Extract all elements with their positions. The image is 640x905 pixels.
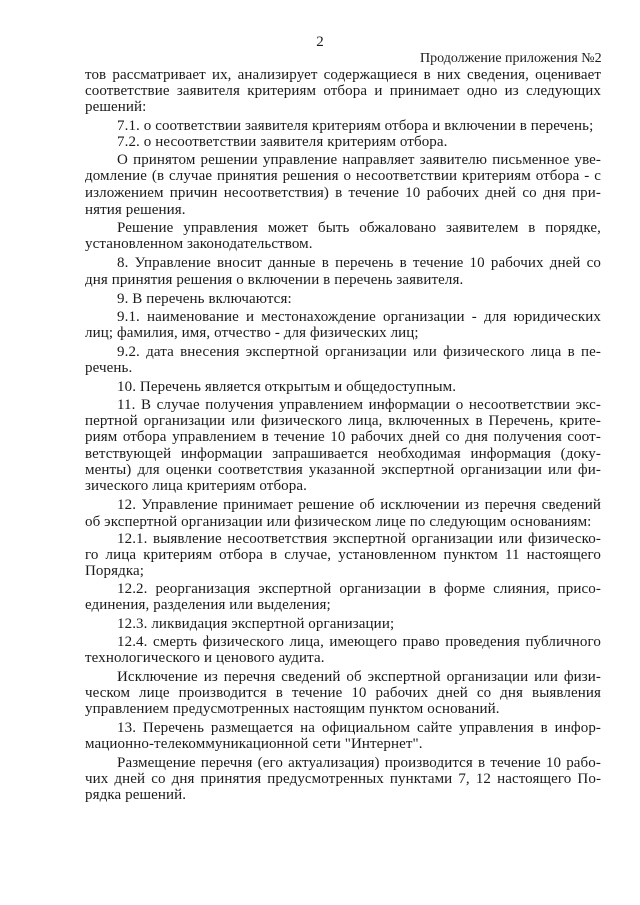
text-line: соответствие заявителя критериям отбора и принимает одно из следующих: [85, 83, 602, 99]
text-line: об экспертной организации или физическом лице по следующим основаниям:: [85, 514, 592, 530]
text-line: менты) для оценки соответствия указанной экспертной организации или фи-: [85, 462, 601, 478]
text-line: Размещение перечня (его актуализация) производится в течение 10 рабо-: [117, 755, 601, 771]
text-line: установленном законодательством.: [85, 236, 313, 252]
text-line: 9.1. наименование и местонахождение организации - для юридических: [117, 309, 602, 325]
text-line: мационно-телекоммуникационной сети "Интернет".: [85, 736, 423, 752]
text-line: го лица критериям отбора в случае, установленном пунктом 11 настоящего: [85, 547, 601, 563]
text-line: 12. Управление принимает решение об исключении из перечня сведений: [117, 497, 601, 513]
text-line: изложением причин несоответствия) в течение 10 рабочих дней со дня при-: [85, 185, 601, 201]
text-line: 9. В перечень включаются:: [117, 291, 292, 307]
text-line: 12.1. выявление несоответствия экспертной организации или физическо-: [117, 531, 601, 547]
text-line: Решение управления может быть обжаловано заявителем в порядке,: [117, 220, 601, 236]
text-line: ческом лице производится в течение 10 рабочих дней со дня выявления: [85, 685, 601, 701]
text-line: 12.2. реорганизация экспертной организации в форме слияния, присо-: [117, 581, 601, 597]
text-line: технологического и ценового аудита.: [85, 650, 325, 666]
page-number: 2: [316, 34, 324, 50]
text-line: управлением предусмотренных настоящим пунктом оснований.: [85, 701, 500, 717]
text-line: зического лица критериям отбора.: [85, 478, 307, 494]
appendix-continuation-label: Продолжение приложения №2: [420, 51, 602, 66]
text-line: решений:: [85, 99, 147, 115]
text-line: чих дней со дня принятия предусмотренных пунктами 7, 12 настоящего По-: [85, 771, 602, 787]
text-line: 11. В случае получения управлением информации о несоответствии экс-: [117, 397, 601, 413]
text-line: 12.4. смерть физического лица, имеющего право проведения публичного: [117, 634, 601, 650]
text-line: 9.2. дата внесения экспертной организации или физического лица в пе-: [117, 344, 602, 360]
text-line: тов рассматривает их, анализирует содержащиеся в них сведения, оценивает: [85, 67, 602, 83]
text-line: 7.1. о соответствии заявителя критериям отбора и включении в перечень;: [117, 118, 594, 134]
text-line: лиц; фамилия, имя, отчество - для физических лиц;: [85, 325, 419, 341]
text-line: О принятом решении управление направляет заявителю письменное уве-: [117, 152, 602, 168]
text-line: 8. Управление вносит данные в перечень в течение 10 рабочих дней со: [117, 255, 601, 271]
text-line: 10. Перечень является открытым и общедоступным.: [117, 379, 457, 395]
text-line: 12.3. ликвидация экспертной организации;: [117, 616, 395, 632]
text-line: рядка решений.: [85, 787, 187, 803]
text-line: риям отбора управлением в течение 10 рабочих дней со дня получения соот-: [85, 429, 601, 445]
text-line: ветствующей информации запрашивается необходимая информация (доку-: [85, 446, 601, 462]
text-line: Порядка;: [85, 563, 145, 579]
text-line: нятия решения.: [85, 202, 186, 218]
text-line: домление (в случае принятия решения о несоответствии критериям отбора - с: [85, 168, 602, 184]
text-line: дня принятия решения о включении в перечень заявителя.: [85, 272, 464, 288]
text-line: пертной организации или физического лица, включенных в Перечень, крите-: [85, 413, 601, 429]
text-line: 13. Перечень размещается на официальном сайте управления в инфор-: [117, 720, 602, 736]
text-line: единения, разделения или выделения;: [85, 597, 331, 613]
text-line: речень.: [85, 360, 133, 376]
text-line: Исключение из перечня сведений об экспертной организации или физи-: [117, 669, 602, 685]
text-line: 7.2. о несоответствии заявителя критериям отбора.: [117, 134, 448, 150]
